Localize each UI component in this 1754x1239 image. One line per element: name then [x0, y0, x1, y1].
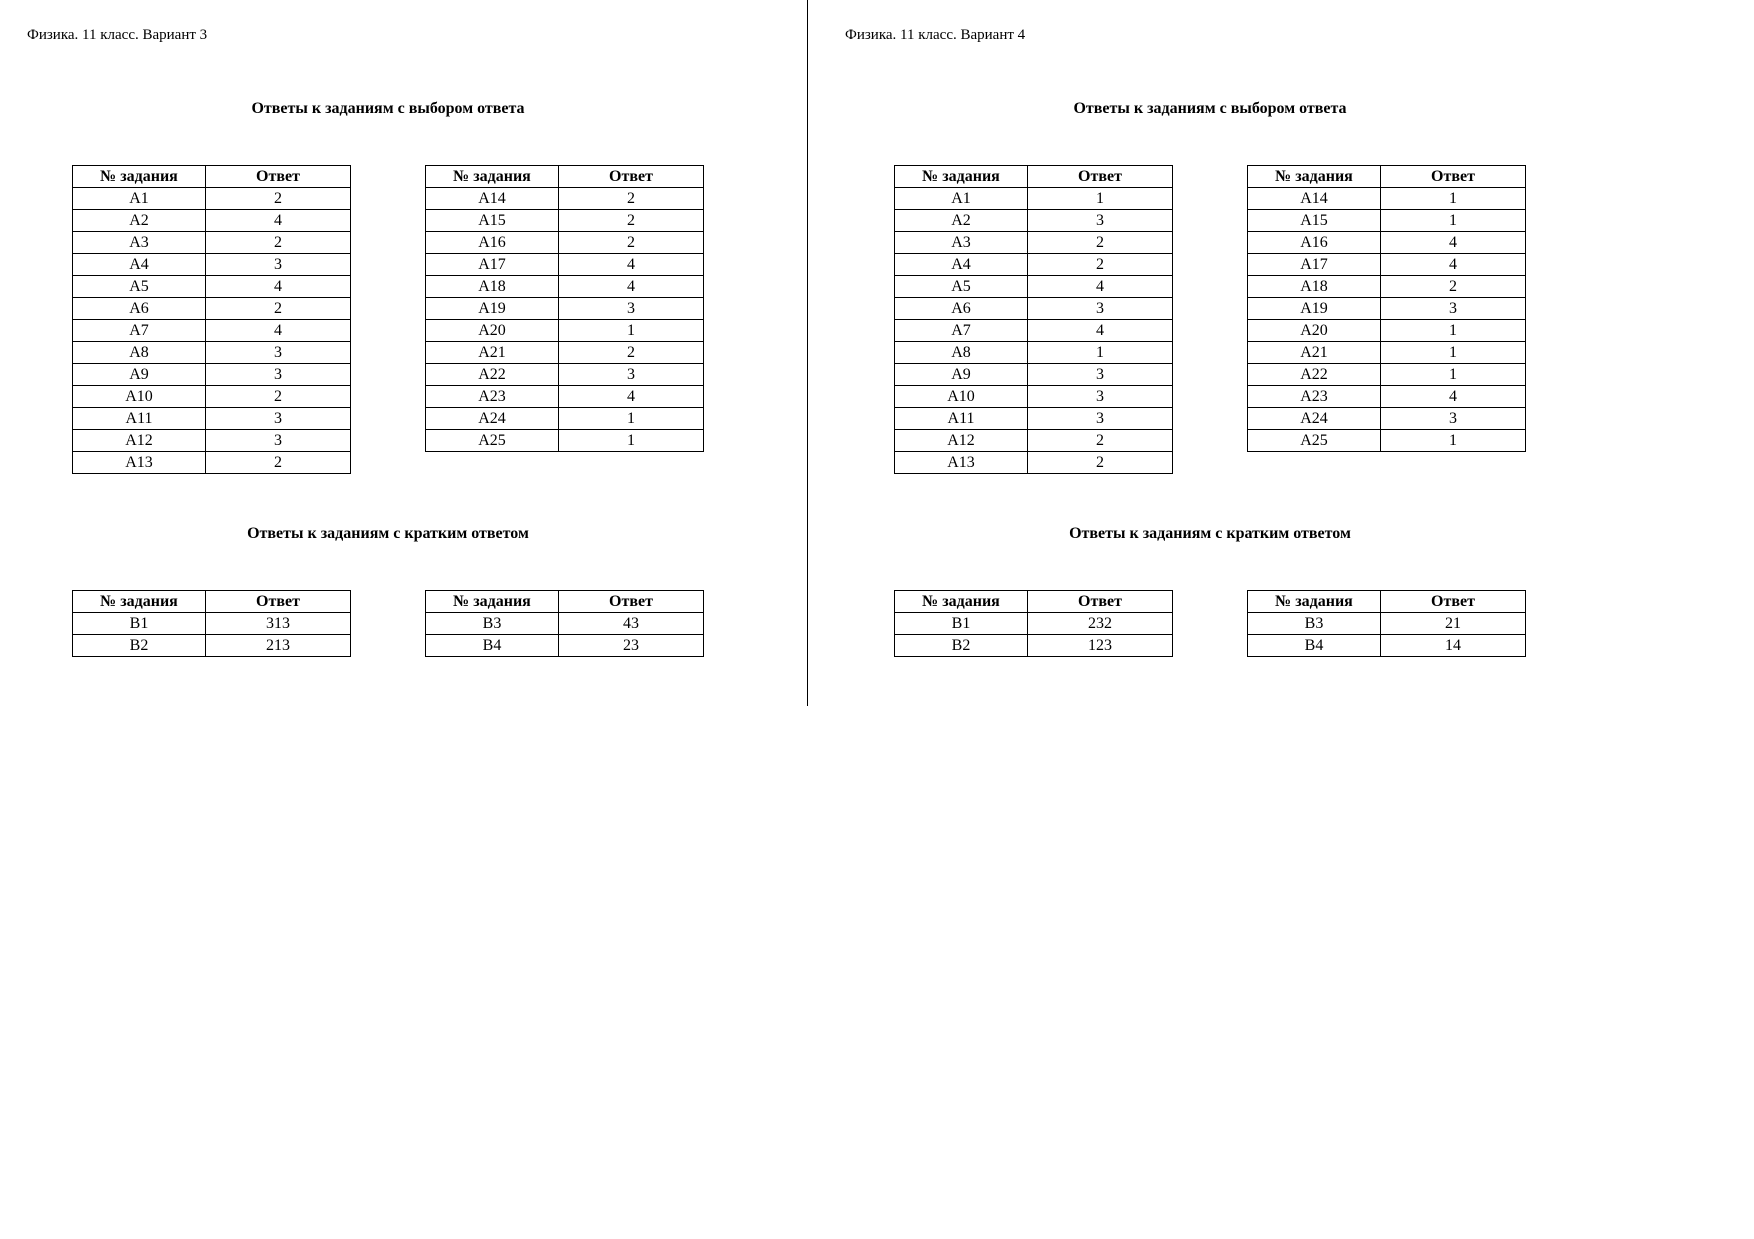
table-row — [895, 635, 1173, 657]
short-answers-table-b3-b4 — [425, 590, 704, 657]
table-row — [1248, 613, 1526, 635]
answer-cell: 1 — [559, 408, 704, 430]
table-row — [895, 298, 1173, 320]
table-row — [1248, 298, 1526, 320]
answer-cell: 2 — [1381, 276, 1526, 298]
answer-cell: 3 — [206, 430, 351, 452]
table-row — [426, 254, 704, 276]
task-number-cell: А24 — [426, 408, 559, 430]
answer-cell: 1 — [1381, 342, 1526, 364]
task-number-cell: А5 — [895, 276, 1028, 298]
task-number-cell: А23 — [1248, 386, 1381, 408]
answer-cell: 2 — [559, 210, 704, 232]
answer-cell: 3 — [559, 298, 704, 320]
task-number-cell: В3 — [1248, 613, 1381, 635]
short-tables-row — [72, 590, 704, 657]
table-row — [426, 276, 704, 298]
table-row — [73, 635, 351, 657]
answer-cell: 4 — [1028, 320, 1173, 342]
task-number-cell: А6 — [73, 298, 206, 320]
task-number-cell: А11 — [895, 408, 1028, 430]
answer-cell: 3 — [1028, 364, 1173, 386]
table-row — [895, 188, 1173, 210]
answer-cell: 3 — [1028, 408, 1173, 430]
answer-cell: 3 — [1381, 408, 1526, 430]
answer-cell: 1 — [1381, 364, 1526, 386]
task-number-cell: А3 — [895, 232, 1028, 254]
table-row — [895, 452, 1173, 474]
task-number-cell: А4 — [895, 254, 1028, 276]
table-row — [1248, 276, 1526, 298]
table-row — [73, 452, 351, 474]
task-number-cell: А19 — [1248, 298, 1381, 320]
column-header-answer: Ответ — [559, 591, 704, 613]
task-number-cell: В3 — [426, 613, 559, 635]
short-answers-table-b3-b4 — [1247, 590, 1526, 657]
table-row — [73, 188, 351, 210]
answer-cell: 213 — [206, 635, 351, 657]
section-title-choice-answers: Ответы к заданиям с выбором ответа — [251, 100, 525, 117]
answer-cell: 3 — [206, 254, 351, 276]
column-header-answer: Ответ — [559, 166, 704, 188]
answer-cell: 123 — [1028, 635, 1173, 657]
answer-cell: 14 — [1381, 635, 1526, 657]
answer-cell: 1 — [1381, 188, 1526, 210]
answer-cell: 4 — [1381, 386, 1526, 408]
table-header-row — [1248, 591, 1526, 613]
task-number-cell: В4 — [1248, 635, 1381, 657]
task-number-cell: А18 — [426, 276, 559, 298]
table-row — [426, 613, 704, 635]
short-answers-table-b1-b2 — [72, 590, 351, 657]
task-number-cell: А16 — [1248, 232, 1381, 254]
table-row — [1248, 342, 1526, 364]
table-body — [1248, 613, 1526, 657]
table-header-row — [895, 591, 1173, 613]
task-number-cell: В1 — [895, 613, 1028, 635]
answer-cell: 3 — [559, 364, 704, 386]
column-header-task: № задания — [73, 166, 206, 188]
task-number-cell: А4 — [73, 254, 206, 276]
column-header-task: № задания — [73, 591, 206, 613]
task-number-cell: В2 — [73, 635, 206, 657]
page-title: Физика. 11 класс. Вариант 3 — [27, 27, 208, 43]
choice-answers-table-a1-a13 — [894, 165, 1173, 474]
table-row — [1248, 188, 1526, 210]
answer-cell: 43 — [559, 613, 704, 635]
table-header-row — [1248, 166, 1526, 188]
table-row — [895, 408, 1173, 430]
table-row — [895, 254, 1173, 276]
answer-cell: 1 — [1381, 210, 1526, 232]
task-number-cell: А25 — [1248, 430, 1381, 452]
answer-cell: 23 — [559, 635, 704, 657]
task-number-cell: А8 — [73, 342, 206, 364]
choice-tables-row — [894, 165, 1526, 474]
task-number-cell: А24 — [1248, 408, 1381, 430]
task-number-cell: А21 — [1248, 342, 1381, 364]
task-number-cell: А22 — [426, 364, 559, 386]
table-row — [426, 210, 704, 232]
table-row — [895, 320, 1173, 342]
table-row — [426, 320, 704, 342]
choice-answers-table-a14-a25 — [425, 165, 704, 452]
table-body — [895, 613, 1173, 657]
task-number-cell: А3 — [73, 232, 206, 254]
table-row — [426, 430, 704, 452]
task-number-cell: А13 — [895, 452, 1028, 474]
table-body — [426, 188, 704, 452]
answer-cell: 3 — [206, 408, 351, 430]
table-body — [426, 613, 704, 657]
page-content — [894, 99, 1526, 657]
table-header-row — [426, 166, 704, 188]
table-row — [73, 613, 351, 635]
page-variant-4 — [807, 0, 1753, 1239]
table-body — [895, 188, 1173, 474]
answer-cell: 4 — [559, 254, 704, 276]
task-number-cell: А2 — [895, 210, 1028, 232]
answer-cell: 2 — [206, 298, 351, 320]
table-row — [895, 342, 1173, 364]
answer-cell: 2 — [206, 188, 351, 210]
section-title-choice-answers: Ответы к заданиям с выбором ответа — [1073, 100, 1347, 117]
answer-cell: 21 — [1381, 613, 1526, 635]
task-number-cell: А12 — [73, 430, 206, 452]
task-number-cell: А15 — [1248, 210, 1381, 232]
table-row — [73, 342, 351, 364]
table-row — [1248, 210, 1526, 232]
task-number-cell: А19 — [426, 298, 559, 320]
table-row — [73, 254, 351, 276]
table-row — [1248, 386, 1526, 408]
table-row — [1248, 430, 1526, 452]
table-row — [73, 430, 351, 452]
answer-cell: 3 — [1028, 386, 1173, 408]
table-row — [73, 210, 351, 232]
task-number-cell: А2 — [73, 210, 206, 232]
table-body — [1248, 188, 1526, 452]
table-row — [73, 298, 351, 320]
answer-cell: 3 — [1028, 298, 1173, 320]
task-number-cell: А1 — [895, 188, 1028, 210]
table-row — [73, 276, 351, 298]
answer-cell: 1 — [1381, 320, 1526, 342]
column-header-task: № задания — [895, 591, 1028, 613]
answer-cell: 2 — [1028, 430, 1173, 452]
page-divider-line — [807, 0, 808, 706]
task-number-cell: А9 — [895, 364, 1028, 386]
table-row — [426, 635, 704, 657]
task-number-cell: А9 — [73, 364, 206, 386]
table-row — [426, 188, 704, 210]
table-row — [426, 364, 704, 386]
task-number-cell: В2 — [895, 635, 1028, 657]
table-row — [895, 232, 1173, 254]
task-number-cell: А10 — [73, 386, 206, 408]
answer-cell: 3 — [206, 342, 351, 364]
task-number-cell: А18 — [1248, 276, 1381, 298]
column-header-answer: Ответ — [1028, 166, 1173, 188]
table-row — [895, 613, 1173, 635]
choice-tables-row — [72, 165, 704, 474]
answer-cell: 2 — [1028, 452, 1173, 474]
table-header-row — [426, 591, 704, 613]
answer-cell: 4 — [1381, 232, 1526, 254]
answer-cell: 4 — [206, 276, 351, 298]
column-header-task: № задания — [895, 166, 1028, 188]
column-header-answer: Ответ — [206, 166, 351, 188]
short-answers-table-b1-b2 — [894, 590, 1173, 657]
table-row — [73, 320, 351, 342]
task-number-cell: А17 — [1248, 254, 1381, 276]
answer-cell: 313 — [206, 613, 351, 635]
table-row — [1248, 320, 1526, 342]
table-row — [73, 408, 351, 430]
answer-cell: 2 — [1028, 232, 1173, 254]
task-number-cell: А21 — [426, 342, 559, 364]
answer-cell: 1 — [559, 430, 704, 452]
answer-cell: 1 — [1028, 188, 1173, 210]
answer-cell: 2 — [206, 232, 351, 254]
task-number-cell: А14 — [426, 188, 559, 210]
answer-cell: 4 — [559, 386, 704, 408]
answer-cell: 3 — [1381, 298, 1526, 320]
table-row — [426, 386, 704, 408]
choice-answers-table-a14-a25 — [1247, 165, 1526, 452]
column-header-answer: Ответ — [1381, 166, 1526, 188]
column-header-answer: Ответ — [1381, 591, 1526, 613]
table-row — [895, 386, 1173, 408]
task-number-cell: А1 — [73, 188, 206, 210]
column-header-task: № задания — [1248, 166, 1381, 188]
table-row — [895, 210, 1173, 232]
task-number-cell: А6 — [895, 298, 1028, 320]
answer-cell: 2 — [559, 342, 704, 364]
answer-cell: 1 — [1381, 430, 1526, 452]
choice-answers-table-a1-a13 — [72, 165, 351, 474]
table-row — [426, 232, 704, 254]
column-header-task: № задания — [426, 591, 559, 613]
task-number-cell: А10 — [895, 386, 1028, 408]
table-body — [73, 613, 351, 657]
answer-cell: 2 — [1028, 254, 1173, 276]
table-row — [426, 298, 704, 320]
table-header-row — [73, 166, 351, 188]
task-number-cell: А14 — [1248, 188, 1381, 210]
task-number-cell: В4 — [426, 635, 559, 657]
answer-cell: 1 — [1028, 342, 1173, 364]
answer-cell: 4 — [559, 276, 704, 298]
column-header-task: № задания — [1248, 591, 1381, 613]
table-row — [1248, 254, 1526, 276]
task-number-cell: А12 — [895, 430, 1028, 452]
task-number-cell: А5 — [73, 276, 206, 298]
section-title-short-answers: Ответы к заданиям с кратким ответом — [247, 525, 529, 542]
task-number-cell: В1 — [73, 613, 206, 635]
answer-cell: 2 — [559, 232, 704, 254]
column-header-answer: Ответ — [1028, 591, 1173, 613]
answer-cell: 3 — [206, 364, 351, 386]
task-number-cell: А23 — [426, 386, 559, 408]
answer-cell: 2 — [206, 386, 351, 408]
task-number-cell: А25 — [426, 430, 559, 452]
answer-cell: 4 — [1381, 254, 1526, 276]
answer-cell: 1 — [559, 320, 704, 342]
task-number-cell: А20 — [1248, 320, 1381, 342]
task-number-cell: А8 — [895, 342, 1028, 364]
column-header-task: № задания — [426, 166, 559, 188]
table-row — [1248, 635, 1526, 657]
table-row — [73, 386, 351, 408]
task-number-cell: А17 — [426, 254, 559, 276]
task-number-cell: А22 — [1248, 364, 1381, 386]
task-number-cell: А7 — [73, 320, 206, 342]
task-number-cell: А20 — [426, 320, 559, 342]
table-row — [895, 276, 1173, 298]
task-number-cell: А16 — [426, 232, 559, 254]
table-row — [1248, 408, 1526, 430]
section-title-short-answers: Ответы к заданиям с кратким ответом — [1069, 525, 1351, 542]
task-number-cell: А11 — [73, 408, 206, 430]
page-variant-3 — [0, 0, 807, 1239]
answer-cell: 232 — [1028, 613, 1173, 635]
short-tables-row — [894, 590, 1526, 657]
task-number-cell: А7 — [895, 320, 1028, 342]
answer-cell: 3 — [1028, 210, 1173, 232]
table-row — [895, 364, 1173, 386]
answer-cell: 2 — [559, 188, 704, 210]
table-row — [1248, 232, 1526, 254]
table-header-row — [73, 591, 351, 613]
table-header-row — [895, 166, 1173, 188]
table-row — [895, 430, 1173, 452]
page-title: Физика. 11 класс. Вариант 4 — [845, 27, 1026, 43]
table-row — [73, 364, 351, 386]
task-number-cell: А15 — [426, 210, 559, 232]
answer-cell: 4 — [206, 320, 351, 342]
page-content — [72, 99, 704, 657]
table-row — [426, 408, 704, 430]
column-header-answer: Ответ — [206, 591, 351, 613]
answer-cell: 2 — [206, 452, 351, 474]
table-row — [426, 342, 704, 364]
table-body — [73, 188, 351, 474]
answer-cell: 4 — [206, 210, 351, 232]
table-row — [1248, 364, 1526, 386]
table-row — [73, 232, 351, 254]
task-number-cell: А13 — [73, 452, 206, 474]
answer-cell: 4 — [1028, 276, 1173, 298]
